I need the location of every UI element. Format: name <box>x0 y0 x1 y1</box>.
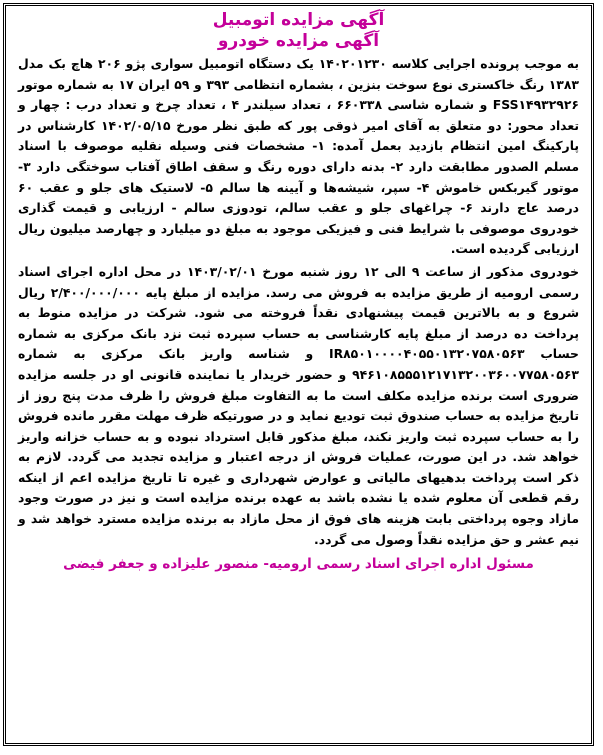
notice-footer-signature: مسئول اداره اجرای اسناد رسمی ارومیه- منصور علیزاده و جعفر فیضی <box>63 556 534 573</box>
notice-subtitle: آگهی مزایده خودرو <box>217 31 380 51</box>
notice-paragraph-2: خودروی مذکور از ساعت ۹ الی ۱۲ روز شنبه مورخ ۱۴۰۳/۰۲/۰۱ در محل اداره اجرای اسناد رسمی ارومیه از طریق مزایده به فروش می رسد. مزایده از مبلغ پایه ۲/۴۰۰/۰۰۰/۰۰۰ ریال شروع و به بالاترین قیمت پیشنهادی نقداً فروخته می شود. شرکت در مزایده منوط به پرداخت ده درصد از مبلغ پایه کارشناسی به حساب سپرده ثبت نزد بانک مرکزی به شماره حساب IR۸۵۰۱۰۰۰۰۴۰۵۵۰۱۳۲۰۷۵۸۰۵۶۳ و شناسه واریز بانک مرکزی به شماره ۹۴۶۱۰۸۵۵۵۱۲۱۷۱۳۲۰۰۳۶۰۰۷۷۵۸۰۵۶۳ و حضور خریدار یا نماینده قانونی او در جلسه مزایده ضروری است برنده مزایده مکلف است ما به التفاوت مبلغ فروش را ظرف مدت پنج روز از تاریخ مزایده به حساب صندوق ثبت تودیع نماید و در صورتیکه ظرف مهلت مقرر مانده فروش را به حساب سپرده ثبت واریز نکند، مبلغ مذکور قابل استرداد نبوده و به حساب خزانه واریز خواهد شد. در این صورت، عملیات فروش از درجه اعتبار و مزایده تجدید می گردد. لازم به ذکر است پرداخت بدهیهای مالیاتی و عوارض شهرداری و غیره تا تاریخ مزایده اعم از اینکه رقم قطعی آن معلوم شده یا نشده باشد به عهده برنده مزایده است و نیز در صورت وجود مازاد وجوه پرداختی بابت هزینه های فوق از محل مازاد به برنده مزایده مسترد خواهد شد و نیم عشر و حق مزایده نقداً وصول می گردد. <box>18 263 579 547</box>
notice-paragraph-1: به موجب پرونده اجرایی کلاسه ۱۴۰۲۰۱۲۳۰ یک دستگاه اتومبیل سواری پژو ۲۰۶ هاچ بک مدل ۱۳۸۳ رنگ خاکستری نوع سوخت بنزین ، بشماره انتظامی ۳۹۳ و ۵۹ ایران ۱۷ به شماره موتور FSS۱۴۹۳۲۹۲۶ و شماره شاسی ۶۶۰۳۳۸ ، تعداد سیلندر ۴ ، تعداد چرخ و تعداد درب : چهار و تعداد محور: دو متعلق به آقای امیر ذوقی پور که طبق نظر مورخ ۱۴۰۲/۰۵/۱۵ کارشناس در پارکینگ امین انتظام بازدید بعمل آمده: ۱- مشخصات فنی وسیله نقلیه موصوف با اسناد مسلم الصدور مطابقت دارد ۲- بدنه دارای دوره رنگ و سقف اطاق آفتاب سوختگی دارد ۳- موتور گیربکس خاموش ۴- سپر، شیشه‌ها و آیینه ها سالم ۵- لاستیک های جلو و عقب ۶۰ درصد عاج دارند ۶- چراغهای جلو و عقب سالم، تودوزی سالم - ارزیابی و قیمت گذاری خودروی موصوفی با شرایط فنی و فیزیکی موجود به مبلغ دو میلیارد و چهارصد میلیون ریال ارزیابی گردیده است. <box>18 56 580 257</box>
notice-frame <box>3 3 594 746</box>
notice-title: آگهی مزایده اتومبیل <box>212 10 385 30</box>
